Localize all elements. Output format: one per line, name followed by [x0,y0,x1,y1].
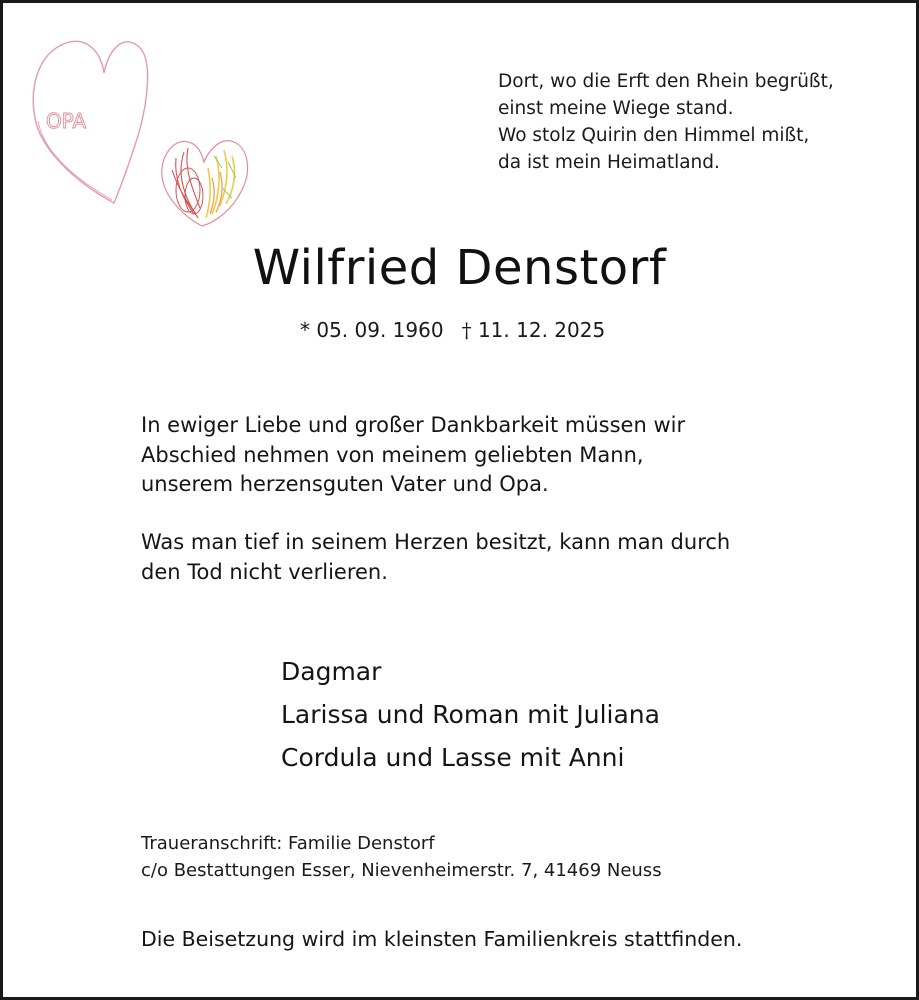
message-line: Abschied nehmen von meinem geliebten Mann, [141,442,644,467]
message-line: Was man tief in seinem Herzen besitzt, kann man durch [141,530,731,554]
death-date: 11. 12. 2025 [477,318,606,342]
birth-date: * 05. 09. 1960 [300,318,444,342]
heart-drawing-icon [26,28,266,233]
signers-list [281,650,660,779]
address-line: Traueranschrift: Familie Denstorf [141,833,435,854]
message-line: den Tod nicht verlieren. [141,559,388,584]
life-dates [300,318,605,342]
message-line: unserem herzensguten Vater und Opa. [141,472,549,496]
signer: Cordula und Lasse mit Anni [281,743,625,772]
heart-opa-text: OPA [46,109,87,133]
poem-line: einst meine Wiege stand. [498,98,734,119]
signer: Dagmar [281,657,382,686]
mourning-address [141,830,662,884]
deceased-name: Wilfried Denstorf [252,240,667,296]
address-line: c/o Bestattungen Esser, Nievenheimerstr. 7, 41469 Neuss [141,860,662,881]
dagger-icon: † [461,318,472,342]
message-paragraph-1 [141,411,685,500]
burial-note: Die Beisetzung wird im kleinsten Familienkreis stattfinden. [141,927,743,951]
message-line: In ewiger Liebe und großer Dankbarkeit müssen wir [141,413,686,437]
poem-line: Dort, wo die Erft den Rhein begrüßt, [498,71,834,92]
signer: Larissa und Roman mit Juliana [281,700,660,729]
poem [498,68,834,176]
colored-heart-icon [162,141,248,226]
message-paragraph-2 [141,528,730,587]
poem-line: da ist mein Heimatland. [498,152,720,173]
poem-line: Wo stolz Quirin den Himmel mißt, [498,125,810,146]
